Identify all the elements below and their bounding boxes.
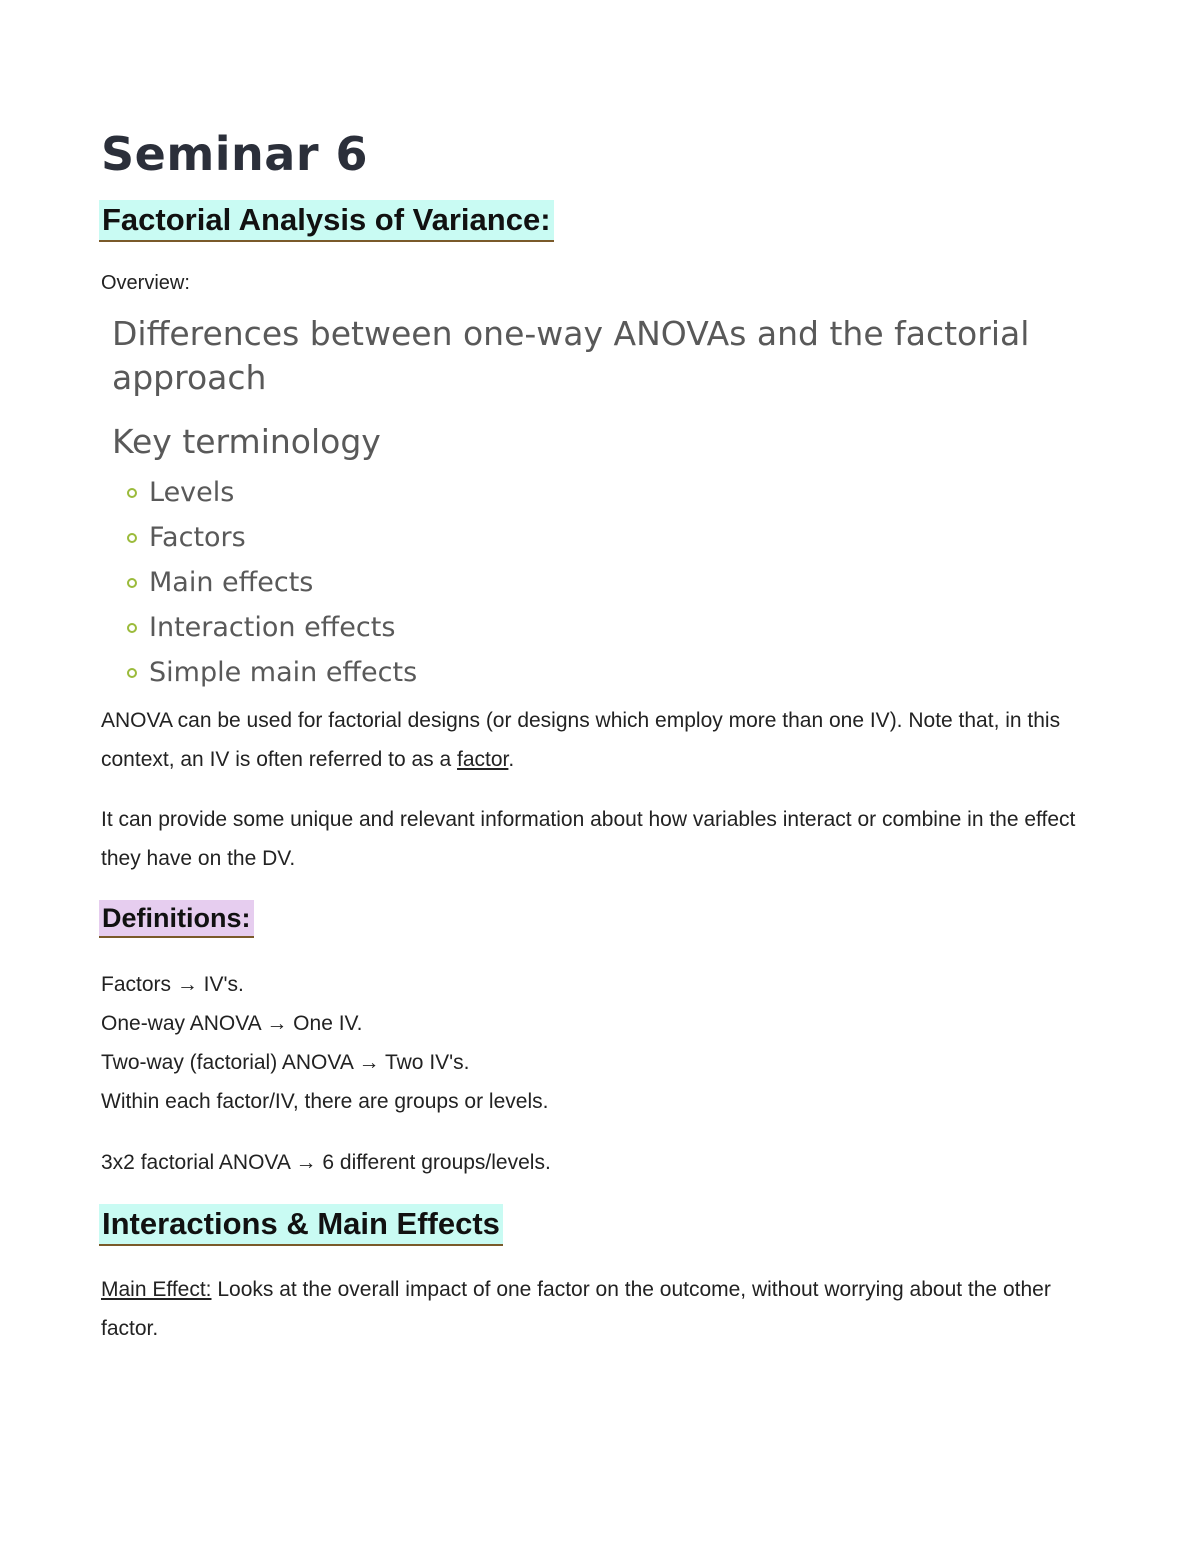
factorial-heading-text: Factorial Analysis of Variance: — [99, 200, 554, 242]
list-item-label: Levels — [149, 477, 235, 508]
paragraph-end: . — [508, 748, 515, 771]
definition-line: Factors → IV's. — [101, 973, 244, 996]
list-item-label: Factors — [149, 522, 246, 553]
list-item — [112, 650, 1072, 695]
circle-bullet-icon — [127, 668, 137, 678]
circle-bullet-icon — [127, 623, 137, 633]
embedded-slide-image — [112, 312, 1072, 695]
paragraph-main-effect — [101, 1270, 1101, 1348]
paragraph-text: ANOVA can be used for factorial designs (or designs which employ more than one IV). Note that, in this context, an IV is often referred to as a — [101, 709, 1061, 771]
main-effect-term: Main Effect: — [101, 1278, 212, 1301]
section-heading-factorial — [99, 200, 554, 242]
interactions-heading-text: Interactions & Main Effects — [99, 1204, 503, 1246]
circle-bullet-icon — [127, 578, 137, 588]
page-title: Seminar 6 — [101, 127, 369, 181]
list-item-label: Interaction effects — [149, 612, 396, 643]
list-item-label: Main effects — [149, 567, 314, 598]
slide-heading-line-1: Differences between one-way ANOVAs and the factorial — [112, 314, 1030, 353]
list-item — [112, 560, 1072, 605]
paragraph-anova-factorial — [101, 701, 1101, 779]
section-heading-interactions — [99, 1204, 503, 1246]
list-item-label: Simple main effects — [149, 657, 418, 688]
definition-example: 3x2 factorial ANOVA → 6 different groups/levels. — [101, 1151, 551, 1174]
list-item — [112, 515, 1072, 560]
definition-line: One-way ANOVA → One IV. — [101, 1012, 363, 1035]
definitions-heading-text: Definitions: — [99, 900, 254, 938]
slide-heading-line-2: approach — [112, 358, 267, 397]
list-item — [112, 470, 1072, 515]
factor-term: factor — [457, 748, 509, 771]
terminology-list — [112, 470, 1072, 695]
circle-bullet-icon — [127, 533, 137, 543]
list-item — [112, 605, 1072, 650]
paragraph-unique-information: It can provide some unique and relevant information about how variables interact or combine in the effect they have on the DV. — [101, 808, 1076, 870]
slide-subheading: Key terminology — [112, 422, 381, 461]
definitions-list — [101, 965, 548, 1121]
section-heading-definitions — [99, 900, 254, 938]
overview-label: Overview: — [101, 272, 190, 294]
main-effect-text: Looks at the overall impact of one factor on the outcome, without worrying about the other factor. — [101, 1278, 1051, 1340]
circle-bullet-icon — [127, 488, 137, 498]
definition-line: Within each factor/IV, there are groups or levels. — [101, 1090, 549, 1113]
definition-line: Two-way (factorial) ANOVA → Two IV's. — [101, 1051, 470, 1074]
